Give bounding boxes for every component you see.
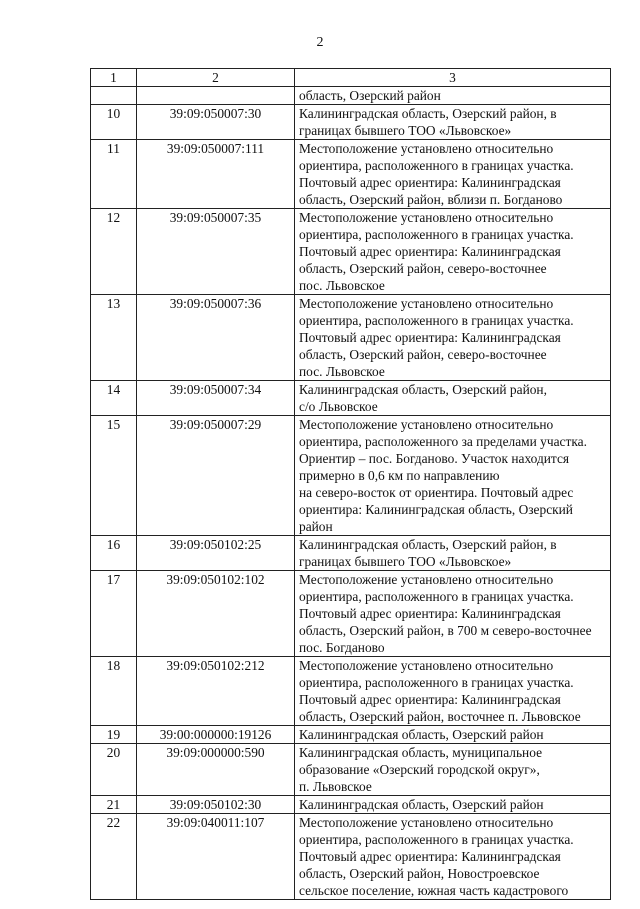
table-row (91, 744, 611, 796)
row-number: 21 (91, 796, 137, 814)
table-row (91, 87, 611, 105)
description-line: Местоположение установлено относительно (299, 141, 554, 156)
table-body (91, 87, 611, 900)
location-description (295, 657, 611, 726)
row-number: 17 (91, 571, 137, 657)
cadastral-number: 39:09:050007:111 (137, 140, 295, 209)
location-description (295, 87, 611, 105)
description-line: область, Озерский район (299, 88, 441, 103)
cadastral-number: 39:09:050102:102 (137, 571, 295, 657)
description-line: Калининградская область, Озерский район, (299, 382, 547, 397)
page-number: 2 (316, 35, 324, 50)
cadastral-number: 39:09:050007:30 (137, 105, 295, 140)
description-line: границах бывшего ТОО «Львовское» (299, 554, 512, 569)
table-row (91, 571, 611, 657)
row-number: 10 (91, 105, 137, 140)
row-number: 13 (91, 295, 137, 381)
land-plots-table (90, 68, 611, 900)
description-line: область, Озерский район, восточнее п. Львовское (299, 709, 581, 724)
table-row (91, 536, 611, 571)
row-number: 16 (91, 536, 137, 571)
description-line: с/о Львовское (299, 399, 378, 414)
description-line: сельское поселение, южная часть кадастрового (299, 883, 569, 898)
column-header-cadastral: 2 (137, 69, 295, 87)
location-description (295, 536, 611, 571)
description-line: Ориентир – пос. Богданово. Участок находится (299, 451, 570, 466)
table-row (91, 814, 611, 900)
cadastral-number: 39:09:050007:34 (137, 381, 295, 416)
location-description (295, 796, 611, 814)
table-row (91, 295, 611, 381)
description-line: Местоположение установлено относительно (299, 210, 554, 225)
description-line: область, Озерский район, северо-восточнее (299, 347, 547, 362)
location-description (295, 381, 611, 416)
description-line: область, Озерский район, в 700 м северо-восточнее (299, 623, 592, 638)
description-line: Почтовый адрес ориентира: Калининградская (299, 606, 561, 621)
description-line: Калининградская область, Озерский район, в (299, 537, 557, 552)
description-line: область, Озерский район, Новостроевское (299, 866, 540, 881)
description-line: Местоположение установлено относительно (299, 658, 554, 673)
description-line: пос. Львовское (299, 364, 385, 379)
location-description (295, 209, 611, 295)
description-line: Местоположение установлено относительно (299, 296, 554, 311)
description-line: Местоположение установлено относительно (299, 815, 554, 830)
location-description (295, 105, 611, 140)
row-number: 18 (91, 657, 137, 726)
description-line: Местоположение установлено относительно (299, 572, 554, 587)
location-description (295, 726, 611, 744)
table-row (91, 416, 611, 536)
cadastral-number: 39:09:050102:212 (137, 657, 295, 726)
table-row (91, 657, 611, 726)
location-description (295, 416, 611, 536)
description-line: Почтовый адрес ориентира: Калининградская (299, 175, 561, 190)
description-line: район (299, 519, 333, 534)
description-line: ориентира, расположенного в границах участка. (299, 675, 574, 690)
location-description (295, 814, 611, 900)
cadastral-number: 39:09:000000:590 (137, 744, 295, 796)
location-description (295, 140, 611, 209)
cadastral-number: 39:09:050102:25 (137, 536, 295, 571)
description-line: п. Львовское (299, 779, 372, 794)
cadastral-number: 39:09:040011:107 (137, 814, 295, 900)
description-line: ориентира: Калининградская область, Озерский (299, 502, 573, 517)
description-line: ориентира, расположенного в границах участка. (299, 227, 574, 242)
cadastral-number: 39:09:050007:35 (137, 209, 295, 295)
row-number: 19 (91, 726, 137, 744)
cadastral-number (137, 87, 295, 105)
table-row (91, 726, 611, 744)
table-row (91, 209, 611, 295)
description-line: границах бывшего ТОО «Львовское» (299, 123, 512, 138)
description-line: Почтовый адрес ориентира: Калининградская (299, 244, 561, 259)
description-line: ориентира, расположенного в границах участка. (299, 832, 574, 847)
row-number: 14 (91, 381, 137, 416)
description-line: Калининградская область, Озерский район (299, 727, 544, 742)
cadastral-number: 39:09:050007:36 (137, 295, 295, 381)
description-line: ориентира, расположенного в границах участка. (299, 589, 574, 604)
column-header-number: 1 (91, 69, 137, 87)
description-line: ориентира, расположенного за пределами участка. (299, 434, 587, 449)
description-line: Местоположение установлено относительно (299, 417, 554, 432)
description-line: область, Озерский район, северо-восточнее (299, 261, 547, 276)
description-line: ориентира, расположенного в границах участка. (299, 313, 574, 328)
location-description (295, 744, 611, 796)
row-number: 20 (91, 744, 137, 796)
table-header-row (91, 69, 611, 87)
table-row (91, 140, 611, 209)
description-line: ориентира, расположенного в границах участка. (299, 158, 574, 173)
description-line: образование «Озерский городской округ», (299, 762, 540, 777)
table-row (91, 381, 611, 416)
cadastral-number: 39:00:000000:19126 (137, 726, 295, 744)
location-description (295, 571, 611, 657)
row-number: 22 (91, 814, 137, 900)
description-line: Калининградская область, муниципальное (299, 745, 543, 760)
description-line: на северо-восток от ориентира. Почтовый адрес (299, 485, 574, 500)
row-number: 15 (91, 416, 137, 536)
cadastral-number: 39:09:050007:29 (137, 416, 295, 536)
cadastral-number: 39:09:050102:30 (137, 796, 295, 814)
table-row (91, 105, 611, 140)
column-header-location: 3 (295, 69, 611, 87)
row-number (91, 87, 137, 105)
description-line: Почтовый адрес ориентира: Калининградская (299, 849, 561, 864)
description-line: Калининградская область, Озерский район (299, 797, 544, 812)
description-line: примерно в 0,6 км по направлению (299, 468, 500, 483)
description-line: пос. Львовское (299, 278, 385, 293)
location-description (295, 295, 611, 381)
description-line: область, Озерский район, вблизи п. Богданово (299, 192, 563, 207)
table-row (91, 796, 611, 814)
description-line: Калининградская область, Озерский район, в (299, 106, 557, 121)
description-line: Почтовый адрес ориентира: Калининградская (299, 330, 561, 345)
row-number: 12 (91, 209, 137, 295)
description-line: пос. Богданово (299, 640, 385, 655)
description-line: Почтовый адрес ориентира: Калининградская (299, 692, 561, 707)
row-number: 11 (91, 140, 137, 209)
